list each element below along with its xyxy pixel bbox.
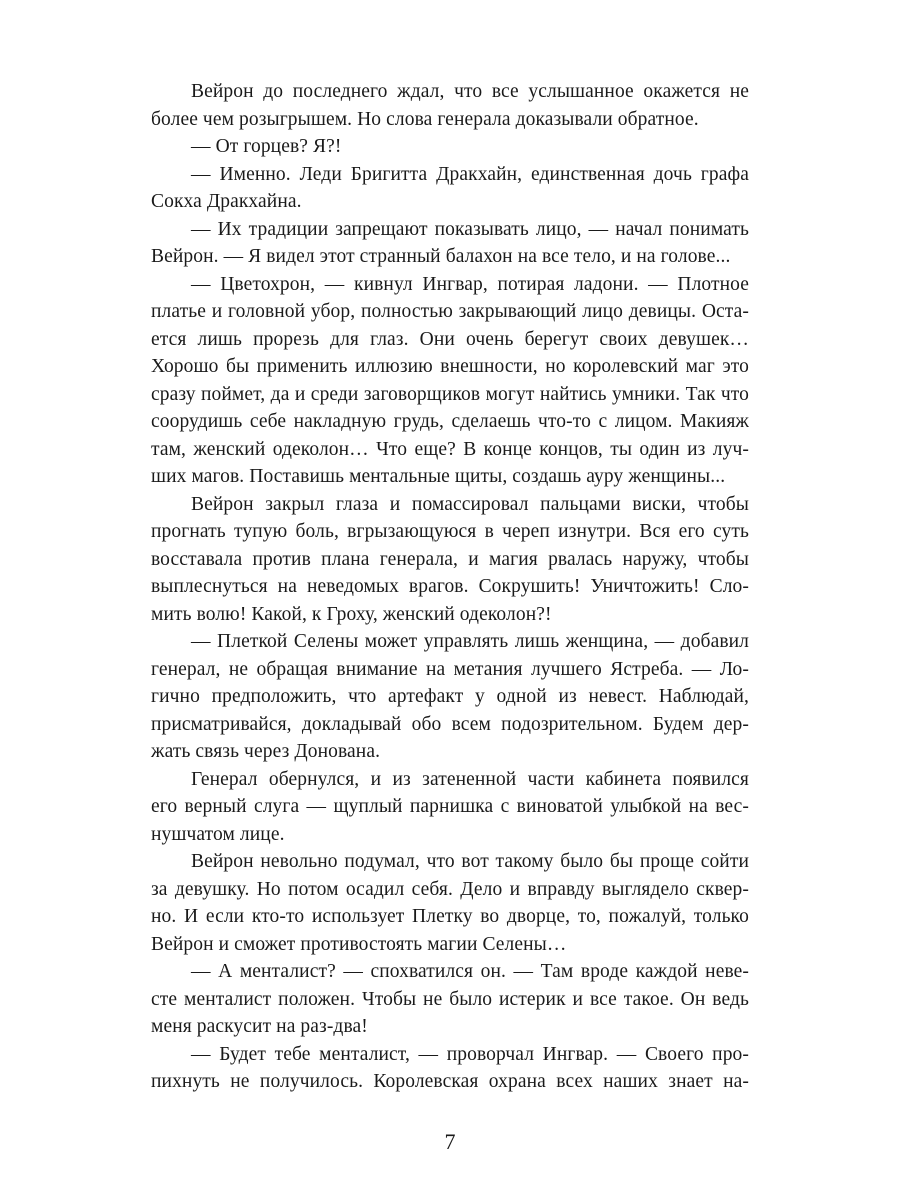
text-line: платье и головной убор, полностью закрывающий лицо девицы. Оста- (151, 301, 749, 322)
text-line: мить волю! Какой, к Гроху, женский одеколон?! (151, 603, 552, 625)
text-line: выплеснуться на неведомых врагов. Сокрушить! Уничтожить! Сло- (151, 576, 749, 597)
text-line: Вейрон и сможет противостоять магии Селены… (151, 933, 567, 955)
text-line: соорудишь себе накладную грудь, сделаешь что-то с лицом. Макияж (151, 411, 749, 432)
text-line: сте менталист положен. Чтобы не было истерик и все такое. Он ведь (151, 988, 749, 1010)
text-line: — Плеткой Селены может управлять лишь женщина, — добавил (191, 631, 749, 652)
text-line: пихнуть не получилось. Королевская охрана всех наших знает на- (151, 1071, 749, 1092)
text-line: — Цветохрон, — кивнул Ингвар, потирая ладони. — Плотное (191, 273, 749, 295)
text-line: Сокха Дракхайна. (151, 191, 302, 212)
text-line: — От горцев? Я?! (191, 136, 342, 157)
text-line: меня раскусит на раз-два! (151, 1016, 368, 1037)
text-line: нушчатом лице. (151, 823, 285, 845)
text-line: Вейрон. — Я видел этот странный балахон на все тело, и на голове... (151, 246, 731, 267)
text-line: — Именно. Леди Бригитта Дракхайн, единственная дочь графа (191, 163, 749, 185)
text-line: восставала против плана генерала, и магия рвалась наружу, чтобы (151, 548, 749, 570)
text-line: за девушку. Но потом осадил себя. Дело и вправду выглядело сквер- (151, 878, 749, 900)
text-line: — Их традиции запрещают показывать лицо, — начал понимать (191, 218, 749, 240)
text-line: Вейрон до последнего ждал, что все услышанное окажется не (191, 81, 749, 102)
text-line: более чем розыгрышем. Но слова генерала доказывали обратное. (151, 108, 699, 130)
text-line: Хорошо бы применить иллюзию внешности, но королевский маг это (151, 356, 749, 377)
text-line: Вейрон закрыл глаза и помассировал пальцами виски, чтобы (191, 493, 749, 515)
text-line: — Будет тебе менталист, — проворчал Ингвар. — Своего про- (191, 1043, 749, 1065)
text-line: ется лишь прорезь для глаз. Они очень берегут своих девушек… (151, 328, 749, 350)
text-line: его верный слуга — щуплый парнишка с виноватой улыбкой на вес- (151, 796, 749, 817)
text-line: Вейрон невольно подумал, что вот такому было бы проще сойти (191, 851, 749, 872)
text-line: — А менталист? — спохватился он. — Там вроде каждой неве- (191, 961, 749, 982)
text-line: Генерал обернулся, и из затененной части кабинета появился (191, 768, 749, 790)
text-line: присматривайся, докладывай обо всем подозрительном. Будем дер- (151, 713, 749, 735)
text-line: там, женский одеколон… Что еще? В конце концов, ты один из луч- (151, 438, 749, 460)
text-line: сразу поймет, да и среди заговорщиков могут найтись умники. Так что (151, 383, 749, 405)
text-line: жать связь через Донована. (151, 741, 381, 762)
text-line: но. И если кто-то использует Плетку во дворце, то, пожалуй, только (151, 906, 749, 927)
text-line: генерал, не обращая внимание на метания лучшего Ястреба. — Ло- (151, 658, 749, 680)
text-line: прогнать тупую боль, вгрызающуюся в череп изнутри. Вся его суть (151, 521, 749, 542)
page-number: 7 (444, 1129, 456, 1154)
page-body (151, 78, 749, 1096)
text-line: ших магов. Поставишь ментальные щиты, создашь ауру женщины... (151, 466, 726, 487)
text-line: гично предположить, что артефакт у одной из невест. Наблюдай, (151, 686, 749, 707)
